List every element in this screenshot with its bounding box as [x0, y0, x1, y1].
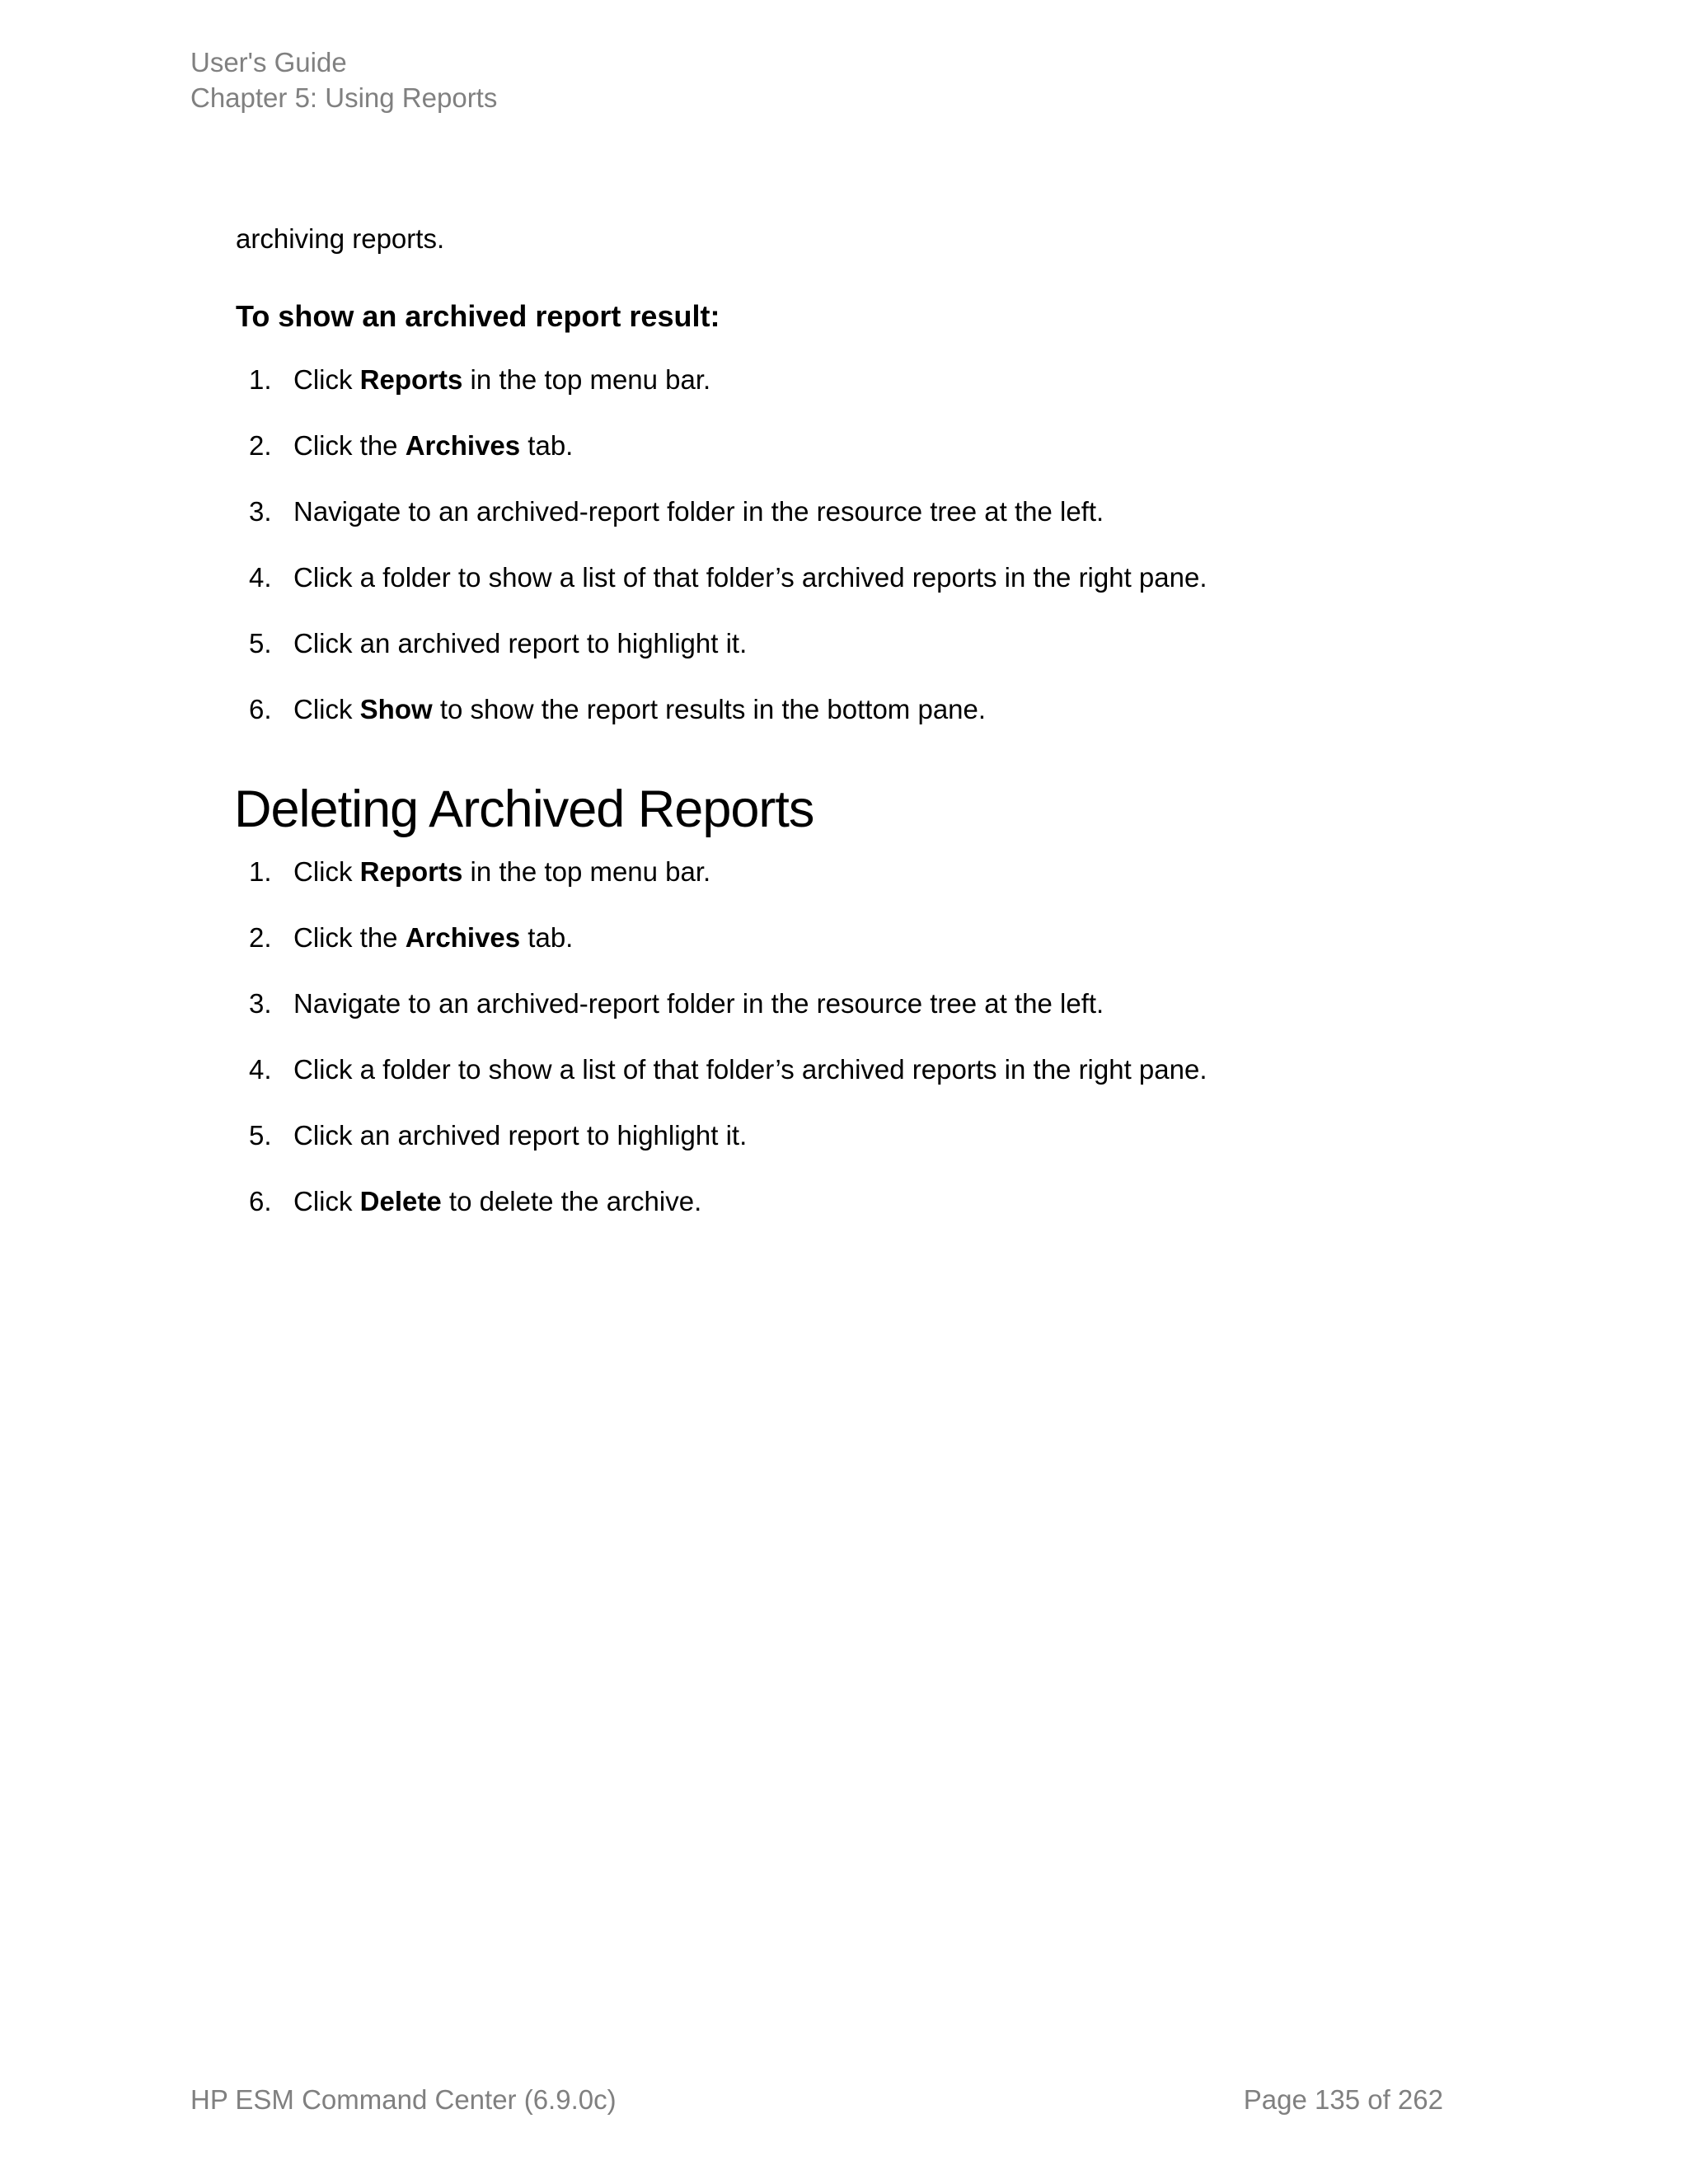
step-text: Click an archived report to highlight it.	[293, 628, 748, 658]
list-item	[236, 1118, 1472, 1153]
list-item	[236, 1052, 1472, 1087]
step-bold-term: Reports	[359, 364, 463, 395]
list-item	[236, 560, 1472, 595]
list-item	[236, 362, 1472, 397]
show-steps-list	[236, 362, 1472, 727]
step-number: 6.	[249, 1186, 272, 1216]
step-text: to show the report results in the bottom pane.	[432, 694, 987, 724]
procedure-heading: To show an archived report result:	[236, 299, 720, 333]
list-item	[236, 691, 1472, 727]
step-bold-term: Archives	[405, 922, 521, 953]
step-text: tab.	[520, 922, 574, 953]
guide-title: User's Guide	[190, 47, 347, 77]
step-text: in the top menu bar.	[462, 856, 711, 887]
step-text: Click	[293, 364, 360, 395]
step-bold-term: Delete	[359, 1186, 442, 1216]
step-text: tab.	[520, 430, 574, 461]
chapter-title: Chapter 5: Using Reports	[190, 82, 498, 113]
list-item	[236, 494, 1472, 529]
running-header	[190, 45, 497, 115]
list-item	[236, 428, 1472, 463]
list-item	[236, 986, 1472, 1021]
step-number: 5.	[249, 628, 272, 658]
step-number: 1.	[249, 856, 272, 887]
step-text: Navigate to an archived-report folder in the resource tree at the left.	[293, 988, 1104, 1019]
list-item	[236, 1183, 1472, 1219]
step-number: 4.	[249, 1054, 272, 1085]
list-item	[236, 920, 1472, 955]
section-heading: Deleting Archived Reports	[234, 780, 814, 838]
step-text: Click a folder to show a list of that folder’s archived reports in the right pane.	[293, 562, 1207, 593]
page-content	[236, 221, 1472, 1249]
step-text: to delete the archive.	[441, 1186, 702, 1216]
step-text: Click the	[293, 922, 406, 953]
step-text: Click an archived report to highlight it.	[293, 1120, 748, 1151]
step-bold-term: Archives	[405, 430, 521, 461]
step-text: Click	[293, 1186, 360, 1216]
step-bold-term: Show	[359, 694, 433, 724]
list-item	[236, 854, 1472, 889]
step-bold-term: Reports	[359, 856, 463, 887]
step-number: 3.	[249, 988, 272, 1019]
step-number: 6.	[249, 694, 272, 724]
page-number: Page 135 of 262	[1243, 2084, 1443, 2115]
delete-steps-list	[236, 854, 1472, 1219]
step-text: Click	[293, 694, 360, 724]
step-number: 4.	[249, 562, 272, 593]
step-number: 3.	[249, 496, 272, 527]
step-number: 5.	[249, 1120, 272, 1151]
step-text: Click	[293, 856, 360, 887]
footer-product: HP ESM Command Center (6.9.0c)	[190, 2084, 617, 2115]
step-text: Click the	[293, 430, 406, 461]
list-item	[236, 626, 1472, 661]
lead-text: archiving reports.	[236, 223, 445, 254]
step-number: 1.	[249, 364, 272, 395]
step-number: 2.	[249, 922, 272, 953]
step-number: 2.	[249, 430, 272, 461]
step-text: Click a folder to show a list of that folder’s archived reports in the right pane.	[293, 1054, 1207, 1085]
step-text: in the top menu bar.	[462, 364, 711, 395]
step-text: Navigate to an archived-report folder in the resource tree at the left.	[293, 496, 1104, 527]
running-footer	[190, 2082, 1443, 2117]
